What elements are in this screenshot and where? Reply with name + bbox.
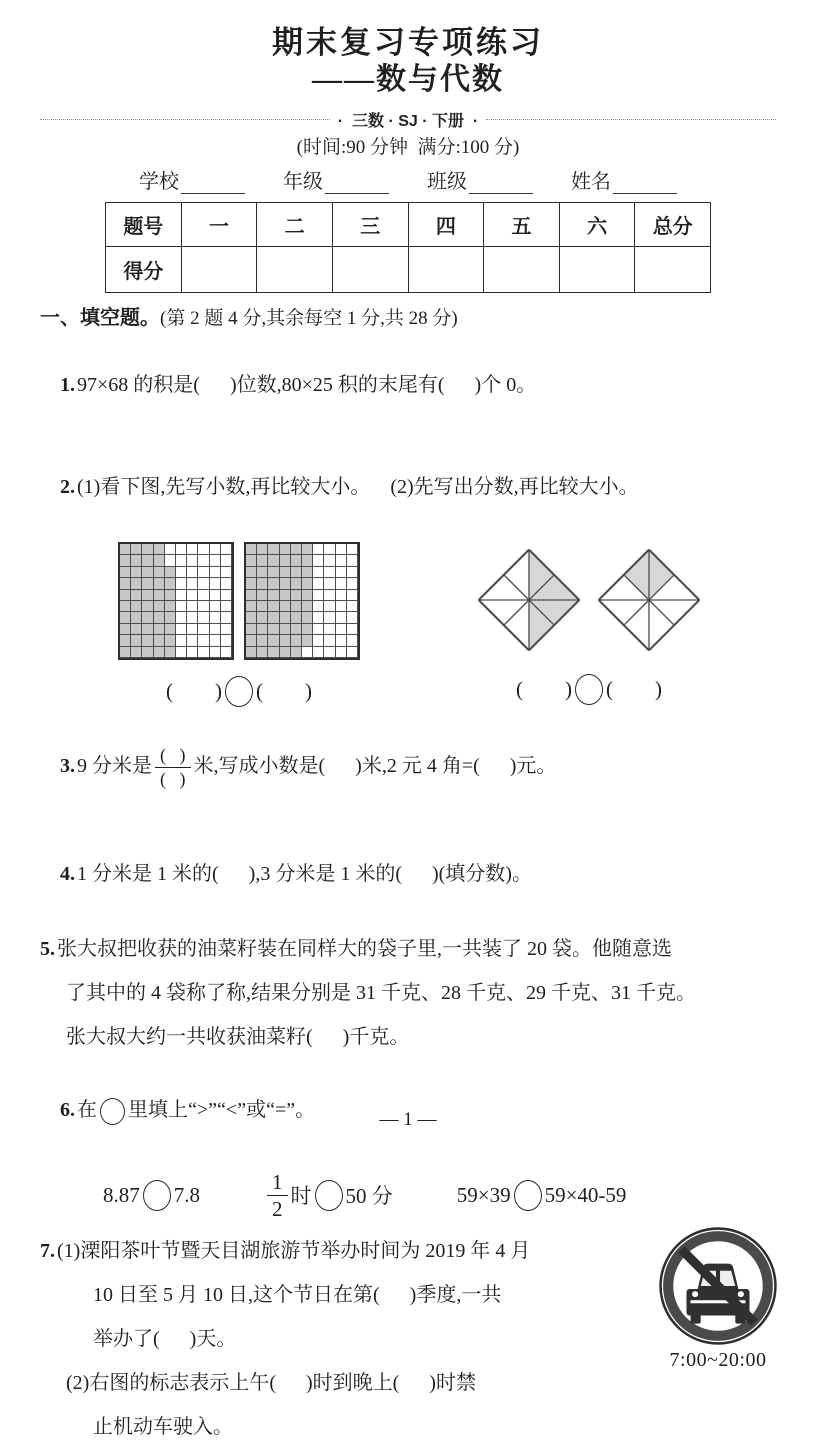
section-note: (第 2 题 4 分,其余每空 1 分,共 28 分) — [160, 308, 458, 329]
score-cell-empty — [257, 247, 333, 293]
score-header-cell: 二 — [257, 203, 333, 247]
question-number: 7. — [40, 1240, 55, 1263]
score-table-score-row — [106, 247, 711, 293]
name-field — [571, 165, 677, 194]
decimal-grids-group — [40, 542, 360, 707]
no-motor-vehicles-sign-icon — [657, 1225, 779, 1347]
question-7-line3: 举办了( )天。 — [93, 1328, 237, 1351]
edition-label: · 三数 · SJ · 下册 · — [337, 112, 479, 130]
sign-time-caption: 7:00~20:00 — [669, 1349, 767, 1372]
school-label: 学校 — [139, 171, 179, 193]
grade-label: 年级 — [283, 171, 323, 193]
question-5 — [40, 927, 776, 1059]
question-7-line5: 止机动车驶入。 — [93, 1416, 233, 1439]
answer-blank: ( ) — [516, 677, 572, 701]
school-field — [139, 165, 245, 194]
answer-blank: ( ) — [256, 679, 312, 703]
fraction-diamond-figure — [592, 542, 706, 658]
fraction-diamond-figure — [472, 542, 586, 658]
section-one-heading — [40, 303, 776, 334]
dotted-line-right — [486, 119, 776, 120]
class-field — [427, 165, 533, 194]
dotted-line-left — [40, 119, 330, 120]
question-text: 97×68 的积是( )位数,80×25 积的末尾有( )个 0。 — [77, 374, 537, 396]
page-title: 期末复习专项练习 — [272, 25, 544, 60]
question-number: 5. — [40, 938, 55, 961]
hundred-grid-figure — [244, 542, 360, 660]
score-cell-empty — [408, 247, 484, 293]
page-number: — 1 — — [379, 1109, 437, 1130]
question-text: (1)看下图,先写小数,再比较大小。 (2)先写出分数,再比较大小。 — [77, 476, 639, 498]
comparison-circle — [143, 1180, 171, 1211]
class-label: 班级 — [427, 171, 467, 193]
class-blank — [469, 172, 533, 194]
question-6-comparisons — [40, 1169, 776, 1221]
question-2-figures — [40, 542, 776, 707]
question-3 — [40, 715, 776, 819]
score-header-cell: 一 — [181, 203, 257, 247]
page-subtitle: ——数与代数 — [312, 63, 504, 96]
question-7-text — [40, 1229, 656, 1449]
hundred-grid-figure — [118, 542, 234, 660]
question-7-line2: 10 日至 5 月 10 日,这个节日在第( )季度,一共 — [93, 1284, 502, 1307]
score-table-header-row — [106, 203, 711, 247]
score-header-cell: 题号 — [106, 203, 182, 247]
hundred-grids — [118, 542, 360, 660]
score-cell-empty — [484, 247, 560, 293]
question-7 — [40, 1225, 776, 1449]
comparison-circle — [225, 676, 253, 707]
score-cell-empty — [635, 247, 711, 293]
question-7-line1: 7. (1)溧阳茶叶节暨天目湖旅游节举办时间为 2019 年 4 月 — [40, 1240, 531, 1263]
score-cell-empty — [181, 247, 257, 293]
comparison-circle — [514, 1180, 542, 1211]
comparison-circle — [575, 674, 603, 705]
comparison-item: 8.87 7.8 — [103, 1180, 200, 1211]
question-2 — [40, 442, 776, 532]
question-text: 9 分米是 — [77, 754, 152, 777]
question-text: 米,写成小数是( )米,2 元 4 角=( )元。 — [193, 754, 557, 777]
section-title: 一、填空题。 — [40, 307, 160, 329]
grade-blank — [325, 172, 389, 194]
name-blank — [613, 172, 677, 194]
student-info-row — [40, 164, 776, 194]
comparison-item: 59×39 59×40-59 — [457, 1180, 627, 1211]
fraction-diamonds-group — [360, 542, 706, 707]
grade-field — [283, 165, 389, 194]
comparison-circle — [315, 1180, 343, 1211]
fraction-numerator-blank: ( ) — [155, 745, 191, 768]
question-number: 3. — [60, 754, 75, 777]
question-5-line2: 了其中的 4 袋称了称,结果分别是 31 千克、28 千克、29 千克、31 千克。 — [66, 982, 696, 1005]
decimal-compare-blanks — [166, 676, 312, 707]
question-number: 2. — [60, 476, 75, 498]
one-half-fraction: $\frac{1}{2}$ — [267, 1170, 288, 1221]
fraction-blank — [155, 745, 191, 789]
score-header-cell: 三 — [332, 203, 408, 247]
answer-blank: ( ) — [606, 677, 662, 701]
fraction-diamond-figures — [472, 542, 706, 658]
question-number: 1. — [60, 374, 75, 396]
comparison-item: $\frac{1}{2}$ 时 50 分 — [264, 1170, 393, 1221]
fraction-denominator-blank: ( ) — [160, 768, 186, 789]
question-number: 6. — [60, 1099, 75, 1122]
score-header-cell: 五 — [484, 203, 560, 247]
exam-meta: (时间:90 分钟 满分:100 分) — [296, 137, 520, 158]
fraction-compare-blanks — [516, 674, 662, 705]
score-table — [105, 202, 711, 293]
question-text: 1 分米是 1 米的( ),3 分米是 1 米的( )(填分数)。 — [77, 863, 532, 886]
question-6: 6. 在 里填上“>”“<”或“=”。 — [40, 1065, 776, 1155]
question-number: 4. — [60, 863, 75, 886]
score-row-label: 得分 — [106, 247, 182, 293]
edition-rule — [40, 108, 776, 130]
name-label: 姓名 — [571, 171, 611, 193]
traffic-sign-block — [660, 1225, 776, 1449]
score-header-cell: 六 — [559, 203, 635, 247]
score-cell-empty — [332, 247, 408, 293]
question-5-line3: 张大叔大约一共收获油菜籽( )千克。 — [66, 1026, 410, 1049]
score-header-cell: 四 — [408, 203, 484, 247]
score-cell-empty — [559, 247, 635, 293]
question-5-line1: 5. 张大叔把收获的油菜籽装在同样大的袋子里,一共装了 20 袋。他随意选 — [40, 938, 672, 961]
score-header-cell: 总分 — [635, 203, 711, 247]
question-1 — [40, 340, 776, 430]
question-7-line4: (2)右图的标志表示上午( )时到晚上( )时禁 — [66, 1372, 476, 1395]
question-4 — [40, 829, 776, 919]
school-blank — [181, 172, 245, 194]
answer-blank: ( ) — [166, 679, 222, 703]
